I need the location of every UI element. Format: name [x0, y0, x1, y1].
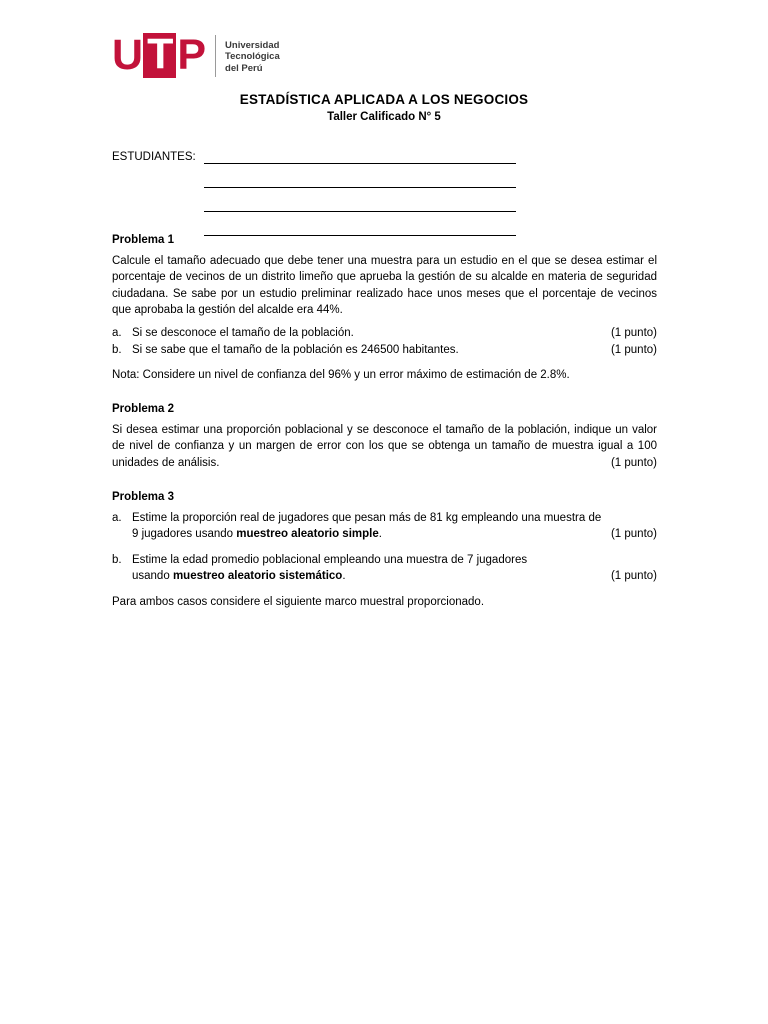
students-label: ESTUDIANTES: [112, 151, 196, 163]
item-points: (1 punto) [610, 326, 657, 339]
students-block [112, 140, 657, 236]
problem-3-heading: Problema 3 [112, 491, 174, 503]
logo-line-1: Universidad [225, 39, 280, 51]
problem-3-item-a [112, 510, 657, 543]
item-body [132, 552, 657, 585]
line2-suffix: . [342, 570, 346, 582]
students-row [112, 164, 657, 188]
student-name-line-1[interactable] [204, 148, 516, 164]
logo-letter-p: P [177, 30, 206, 79]
problem-2-heading: Problema 2 [112, 403, 174, 415]
item-letter: a. [112, 511, 122, 524]
logo-line-2: Tecnológica [225, 51, 280, 63]
item-body [132, 342, 657, 359]
line2-bold: muestreo aleatorio simple [236, 528, 379, 540]
problem-1-item-b [112, 342, 657, 359]
line2-prefix: 9 jugadores usando [132, 528, 237, 540]
document-body [112, 232, 657, 616]
item-letter: a. [112, 326, 122, 339]
item-points: (1 punto) [610, 570, 657, 582]
item-letter: b. [112, 344, 122, 356]
item-text-line-2 [132, 568, 657, 585]
utp-logo [112, 29, 280, 79]
item-letter: b. [112, 553, 122, 566]
problem-3-closing: Para ambos casos considere el siguiente marco muestral proporcionado. [112, 595, 485, 608]
problem-1-heading: Problema 1 [112, 234, 174, 246]
logo-letter-t: T [143, 33, 176, 78]
item-points: (1 punto) [610, 528, 657, 540]
problem-3-item-b [112, 552, 657, 585]
item-text-line-2-content [132, 568, 346, 585]
item-text-line-1: Estime la edad promedio poblacional empleando una muestra de 7 jugadores [132, 553, 528, 566]
problem-2-intro-text: Si desea estimar una proporción poblacional y se desconoce el tamaño de la población, indique un valor de nivel de confianza y un margen de error con los que se obtenga un tamaño de muestra igual a 100 unidades de análisis. [112, 423, 657, 469]
logo-university-name [225, 36, 280, 75]
problem-1-item-a [112, 325, 657, 342]
logo-wordmark [112, 29, 206, 79]
logo-mark [112, 29, 280, 79]
students-label-spacer [112, 211, 204, 212]
item-text: Si se desconoce el tamaño de la población. [132, 326, 354, 339]
item-points: (1 punto) [610, 344, 657, 356]
students-row [112, 140, 657, 164]
page-subtitle: Taller Calificado N° 5 [327, 111, 441, 123]
logo-letter-u: U [112, 30, 143, 79]
item-text: Si se sabe que el tamaño de la población es 246500 habitantes. [132, 344, 459, 356]
problem-2-points: (1 punto) [610, 456, 657, 469]
students-label-spacer [112, 187, 204, 188]
problem-2-intro [112, 422, 657, 472]
item-body [132, 510, 657, 543]
line2-bold: muestreo aleatorio sistemático [172, 570, 343, 582]
line2-suffix: . [378, 528, 382, 540]
logo-line-3: del Perú [225, 62, 263, 74]
logo-divider [215, 35, 216, 77]
problem-1-intro: Calcule el tamaño adecuado que debe tener una muestra para un estudio en el que se desea estimar el porcentaje de vecinos de un distrito limeño que aprueba la gestión de su alcalde en materia de seguridad ciudadana. Se sabe por un estudio preliminar realizado hace unos meses que el porcentaje de vecinos que aprobaba la gestión del alcalde era 44%. [112, 254, 657, 316]
problem-1-note: Nota: Considere un nivel de confianza del 96% y un error máximo de estimación de 2.8%. [112, 368, 570, 381]
students-row [112, 188, 657, 212]
item-text-line-1: Estime la proporción real de jugadores que pesan más de 81 kg empleando una muestra de [132, 511, 602, 524]
item-text-line-2-content [132, 526, 382, 543]
student-name-line-3[interactable] [204, 196, 516, 212]
student-name-line-2[interactable] [204, 172, 516, 188]
line2-prefix: usando [132, 570, 173, 582]
item-text-line-2 [132, 526, 657, 543]
item-body [132, 325, 657, 342]
page-title: ESTADÍSTICA APLICADA A LOS NEGOCIOS [239, 92, 529, 107]
